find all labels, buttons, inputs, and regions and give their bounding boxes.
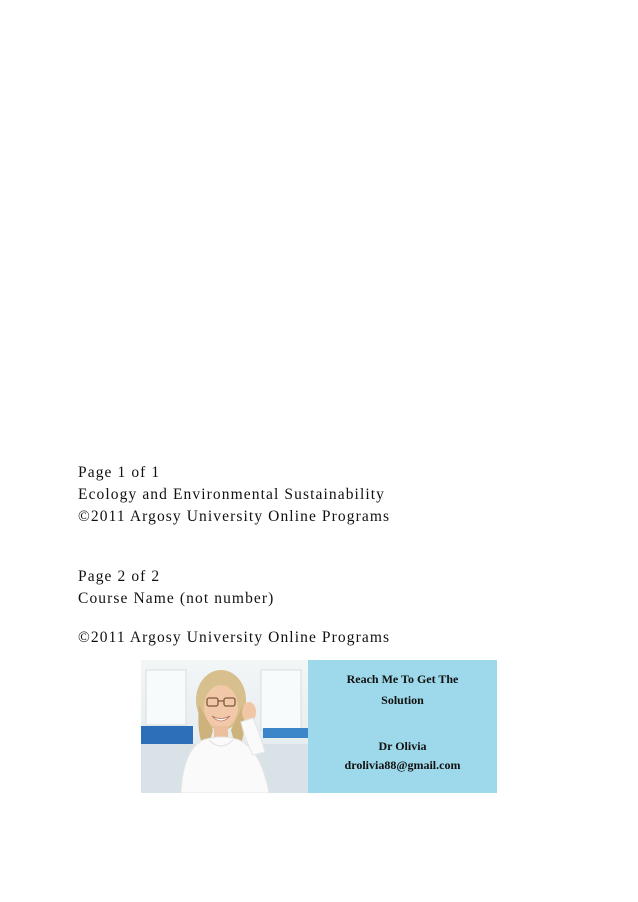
contact-email[interactable]: drolivia88@gmail.com — [344, 758, 461, 772]
footer-block-2 — [78, 566, 274, 610]
footer-block-3 — [78, 627, 390, 649]
promo-banner — [141, 660, 497, 793]
page-indicator: Page 1 of 1 — [78, 464, 161, 481]
contact-panel — [308, 660, 497, 793]
copyright-text: ©2011 Argosy University Online Programs — [78, 629, 391, 646]
page-indicator: Page 2 of 2 — [78, 568, 161, 585]
woman-portrait-image — [141, 660, 308, 793]
promo-subline: Solution — [381, 693, 424, 707]
course-name-placeholder: Course Name (not number) — [78, 590, 275, 607]
promo-headline: Reach Me To Get The — [346, 672, 459, 686]
course-title: Ecology and Environmental Sustainability — [78, 486, 386, 503]
tutor-name: Dr Olivia — [378, 739, 427, 753]
footer-block-1 — [78, 462, 390, 528]
tutor-photo — [141, 660, 308, 793]
copyright-text: ©2011 Argosy University Online Programs — [78, 508, 391, 525]
